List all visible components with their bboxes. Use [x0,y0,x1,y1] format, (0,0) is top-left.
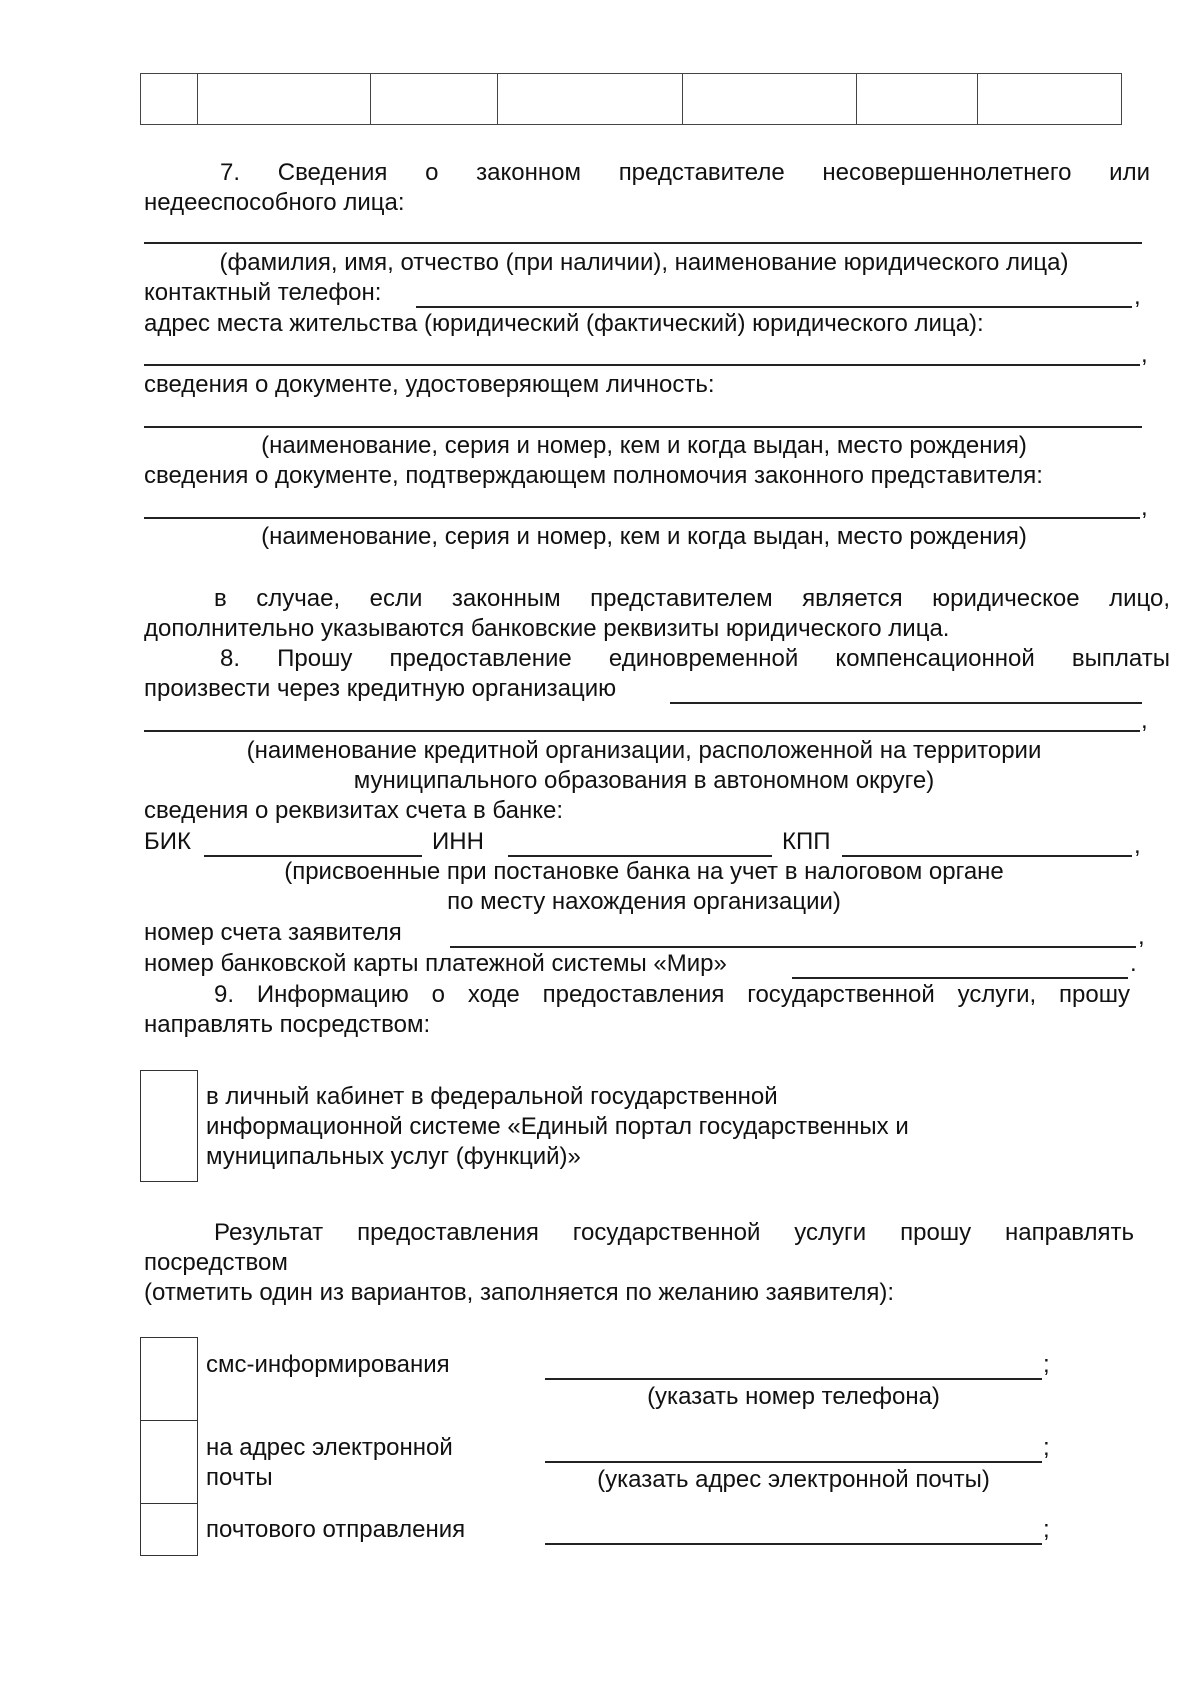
table-cell[interactable] [856,73,978,125]
email-checkbox[interactable] [140,1420,198,1504]
id-doc-label: сведения о документе, удостоверяющем личность: [144,371,715,398]
kpp-label: КПП [782,828,831,855]
sec9-line1: 9. Информацию о ходе предоставления государственной услуги, прошу [214,981,1130,1008]
sec9-line2: направлять посредством: [144,1011,431,1038]
phone-label: контактный телефон: [144,279,382,306]
hint-name: (фамилия, имя, отчество (при наличии), наименование юридического лица) [219,249,1069,276]
table-cell[interactable] [140,73,198,125]
address-label: адрес места жительства (юридический (фактический) юридического лица): [144,310,984,337]
hint-doc2: (наименование, серия и номер, кем и когда выдан, место рождения) [261,523,1027,550]
address-field-line[interactable] [144,364,1140,366]
table-cell[interactable] [977,73,1122,125]
sms-checkbox[interactable] [140,1337,198,1421]
result-line3: (отметить один из вариантов, заполняется по желанию заявителя): [144,1279,895,1306]
sec8-line2: произвести через кредитную организацию [144,675,617,702]
email-label-line1: на адрес электронной [206,1434,453,1461]
sms-label: смс-информирования [206,1351,450,1378]
card-period: . [1130,950,1137,977]
email-semicolon: ; [1043,1434,1050,1461]
card-field-line[interactable] [792,977,1128,979]
card-label: номер банковской карты платежной системы «Мир» [144,950,727,977]
post-checkbox[interactable] [140,1503,198,1556]
hint-tax-line1: (присвоенные при постановке банка на учет в налоговом органе [284,858,1004,885]
phone-comma: , [1134,283,1141,310]
kpp-comma: , [1134,832,1141,859]
account-label: номер счета заявителя [144,919,402,946]
table-cell[interactable] [197,73,371,125]
hint-doc1: (наименование, серия и номер, кем и когда выдан, место рождения) [261,432,1027,459]
name-field-line[interactable] [144,242,1142,244]
sec7-heading-line2: недееспособного лица: [144,189,405,216]
table-cell[interactable] [682,73,857,125]
sec7-heading-line1: 7. Сведения о законном представителе несовершеннолетнего или [220,159,1150,186]
inn-label: ИНН [432,828,484,855]
bank-comma: , [1141,707,1148,734]
legal-note-line2: дополнительно указываются банковские реквизиты юридического лица. [144,615,950,642]
id-doc-field-line[interactable] [144,426,1142,428]
sms-semicolon: ; [1043,1351,1050,1378]
address-comma: , [1141,341,1148,368]
legal-note-line1: в случае, если законным представителем является юридическое лицо, [214,585,1170,612]
phone-number-field-line[interactable] [545,1378,1042,1380]
auth-doc-label: сведения о документе, подтверждающем полномочия законного представителя: [144,462,1043,489]
phone-field-line[interactable] [416,306,1132,308]
account-field-line[interactable] [450,946,1136,948]
hint-tax-line2: по месту нахождения организации) [447,888,841,915]
account-comma: , [1138,923,1145,950]
cabinet-checkbox[interactable] [140,1070,198,1182]
bik-label: БИК [144,828,191,855]
requisites-label: сведения о реквизитах счета в банке: [144,797,564,824]
email-hint: (указать адрес электронной почты) [597,1466,990,1493]
hint-bank-line1: (наименование кредитной организации, расположенной на территории [246,737,1042,764]
email-label-line2: почты [206,1464,273,1491]
post-label: почтового отправления [206,1516,466,1543]
bank-name-field-line[interactable] [670,702,1142,704]
result-line2: посредством [144,1249,288,1276]
auth-doc-field-line[interactable] [144,517,1140,519]
table-cell[interactable] [497,73,683,125]
sms-hint: (указать номер телефона) [647,1383,940,1410]
sec8-line1: 8. Прошу предоставление единовременной компенсационной выплаты [220,645,1170,672]
email-field-line[interactable] [545,1461,1042,1463]
result-line1: Результат предоставления государственной услуги прошу направлять [214,1219,1134,1246]
cabinet-line2: информационной системе «Единый портал государственных и [206,1113,909,1140]
post-semicolon: ; [1043,1516,1050,1543]
table-cell[interactable] [370,73,498,125]
cabinet-line3: муниципальных услуг (функций)» [206,1143,581,1170]
hint-bank-line2: муниципального образования в автономном округе) [353,767,935,794]
cabinet-line1: в личный кабинет в федеральной государственной [206,1083,778,1110]
post-field-line[interactable] [545,1543,1042,1545]
bank-name-field-line2[interactable] [144,730,1140,732]
auth-doc-comma: , [1141,494,1148,521]
